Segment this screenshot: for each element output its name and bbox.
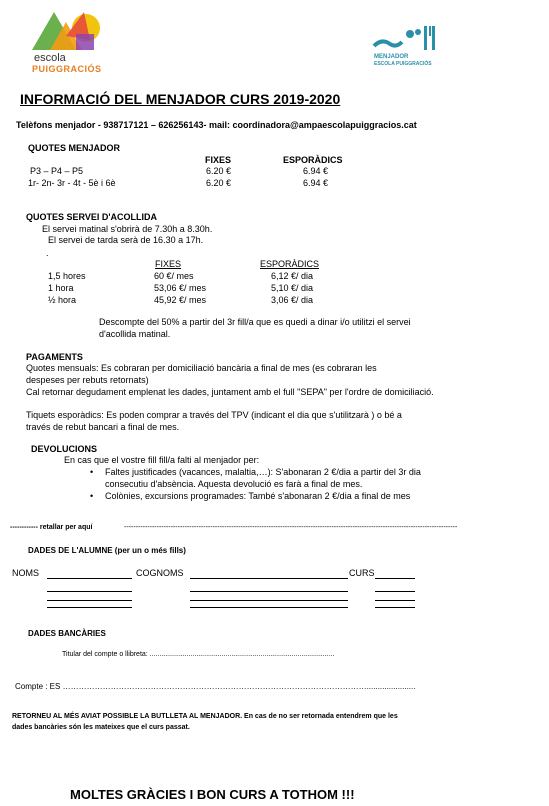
alumne-heading: DADES DE L'ALUMNE (per un o més fills): [28, 546, 186, 555]
acollida-discount-line1: Descompte del 50% a partir del 3r fill/a que es quedi a dinar i/o utilitzi el servei: [99, 317, 411, 327]
titular-field[interactable]: Titular del compte o llibreta: ...............................................................................................: [62, 651, 335, 658]
devolucions-item1-line1: Faltes justificades (vacances, malaltia,…): S'abonaran 2 €/dia a partir del 3r dia: [105, 467, 421, 477]
curs-field-4[interactable]: [375, 607, 415, 608]
acollida-tarda: El servei de tarda serà de 16.30 a 17h.: [48, 235, 204, 245]
contact-phones: Telèfons menjador - 938717121 – 626256143- mail: coordinadora@ampaescolapuiggracios.cat: [16, 120, 417, 130]
footer-thanks: MOLTES GRÀCIES I BON CURS A TOTHOM !!!: [70, 787, 355, 802]
pagaments-line2: despeses per rebuts retornats): [26, 375, 149, 385]
cognoms-field-1[interactable]: [190, 578, 348, 579]
alumne-cognoms-label: COGNOMS: [136, 568, 184, 578]
noms-field-3[interactable]: [47, 600, 132, 601]
acollida-heading: QUOTES SERVEI D'ACOLLIDA: [26, 212, 157, 222]
bancaries-heading: DADES BANCÀRIES: [28, 629, 106, 638]
acollida-row-label: 1 hora: [48, 283, 74, 293]
menjador-col-esporadics: ESPORÀDICS: [283, 155, 343, 165]
alumne-noms-label: NOMS: [12, 568, 39, 578]
page-title: INFORMACIÓ DEL MENJADOR CURS 2019-2020: [20, 91, 341, 107]
devolucions-bullet: •: [90, 467, 94, 477]
pagaments-line3: Cal retornar degudament emplenat les dades, juntament amb el full "SEPA" per l'ordre de domiciliació.: [26, 387, 434, 397]
noms-field-4[interactable]: [47, 607, 132, 608]
devolucions-item1-line2: consecutiu d'absència. Aquesta devolució es farà a final de mes.: [105, 479, 363, 489]
acollida-row-fixes: 45,92 €/ mes: [154, 295, 207, 305]
acollida-matinal: El servei matinal s'obrirà de 7.30h a 8.30h.: [42, 224, 213, 234]
acollida-row-fixes: 53,06 €/ mes: [154, 283, 207, 293]
menjador-row-label: 1r- 2n- 3r - 4t - 5è i 6è: [28, 178, 116, 188]
acollida-col-fixes: FIXES: [155, 259, 182, 269]
acollida-row-label: ½ hora: [48, 295, 77, 305]
menjador-row-esporadics: 6.94 €: [303, 166, 329, 176]
menjador-row-fixes: 6.20 €: [206, 166, 232, 176]
menjador-row-esporadics: 6.94 €: [303, 178, 329, 188]
acollida-row-esporadics: 3,06 €/ dia: [271, 295, 314, 305]
pagaments-line5: través de rebut bancari a final de mes.: [26, 422, 180, 432]
menjador-row-label: P3 – P4 – P5: [30, 166, 84, 176]
menjador-logo-icon: [372, 24, 442, 54]
devolucions-heading: DEVOLUCIONS: [31, 444, 98, 454]
noms-field-2[interactable]: [47, 591, 132, 592]
menjador-logo-line2: ESCOLA PUIGGRACIÓS: [374, 61, 432, 67]
devolucions-intro: En cas que el vostre fill fill/a falti al menjador per:: [64, 455, 260, 465]
menjador-col-fixes: FIXES: [205, 155, 232, 165]
school-logo-line1: escola: [34, 52, 66, 64]
pagaments-line4: Tiquets esporàdics: Es poden comprar a través del TPV (indicant el dia que s'utilitzarà ) o bé a: [26, 410, 402, 420]
compte-field[interactable]: Compte : ES ……………………………………………………………………………………………………......................: [15, 682, 416, 691]
school-logo-line2: PUIGGRACIÓS: [32, 64, 102, 74]
noms-field-1[interactable]: [47, 578, 132, 579]
retorneu-line2: dades bancàries són les mateixes que el curs passat.: [12, 724, 190, 731]
alumne-curs-label: CURS: [349, 568, 375, 578]
acollida-row-esporadics: 6,12 €/ dia: [271, 271, 314, 281]
curs-field-2[interactable]: [375, 591, 415, 592]
quotes-menjador-heading: QUOTES MENJADOR: [28, 143, 121, 153]
cognoms-field-4[interactable]: [190, 607, 348, 608]
acollida-row-label: 1,5 hores: [48, 271, 86, 281]
cognoms-field-2[interactable]: [190, 591, 348, 592]
menjador-row-fixes: 6.20 €: [206, 178, 232, 188]
menjador-logo-line1: MENJADOR: [374, 54, 409, 60]
school-logo: [28, 6, 108, 74]
acollida-dot: .: [46, 248, 49, 258]
curs-field-1[interactable]: [375, 578, 415, 579]
acollida-col-esporadics: ESPORÀDICS: [260, 259, 320, 269]
curs-field-3[interactable]: [375, 600, 415, 601]
cut-line-label: ------------ retallar per aquí: [10, 524, 93, 531]
pagaments-line1: Quotes mensuals: Es cobraran per domiciliació bancària a final de mes (es cobraran les: [26, 363, 377, 373]
devolucions-bullet: •: [90, 491, 94, 501]
devolucions-item2: Colònies, excursions programades: També s'abonaran 2 €/dia a final de mes: [105, 491, 411, 501]
acollida-row-esporadics: 5,10 €/ dia: [271, 283, 314, 293]
school-logo-icon: [28, 6, 108, 54]
cognoms-field-3[interactable]: [190, 600, 348, 601]
acollida-discount-line2: d'acollida matinal.: [99, 329, 171, 339]
acollida-row-fixes: 60 €/ mes: [154, 271, 194, 281]
pagaments-heading: PAGAMENTS: [26, 352, 83, 362]
retorneu-line1: RETORNEU AL MÉS AVIAT POSSIBLE LA BUTLLETA AL MENJADOR. En cas de no ser retornada entendrem que les: [12, 713, 398, 720]
menjador-logo: [372, 24, 452, 68]
cut-line-dashes: -----------------------------------------------------------------------------------------------------------------------------------------------: [124, 524, 458, 531]
